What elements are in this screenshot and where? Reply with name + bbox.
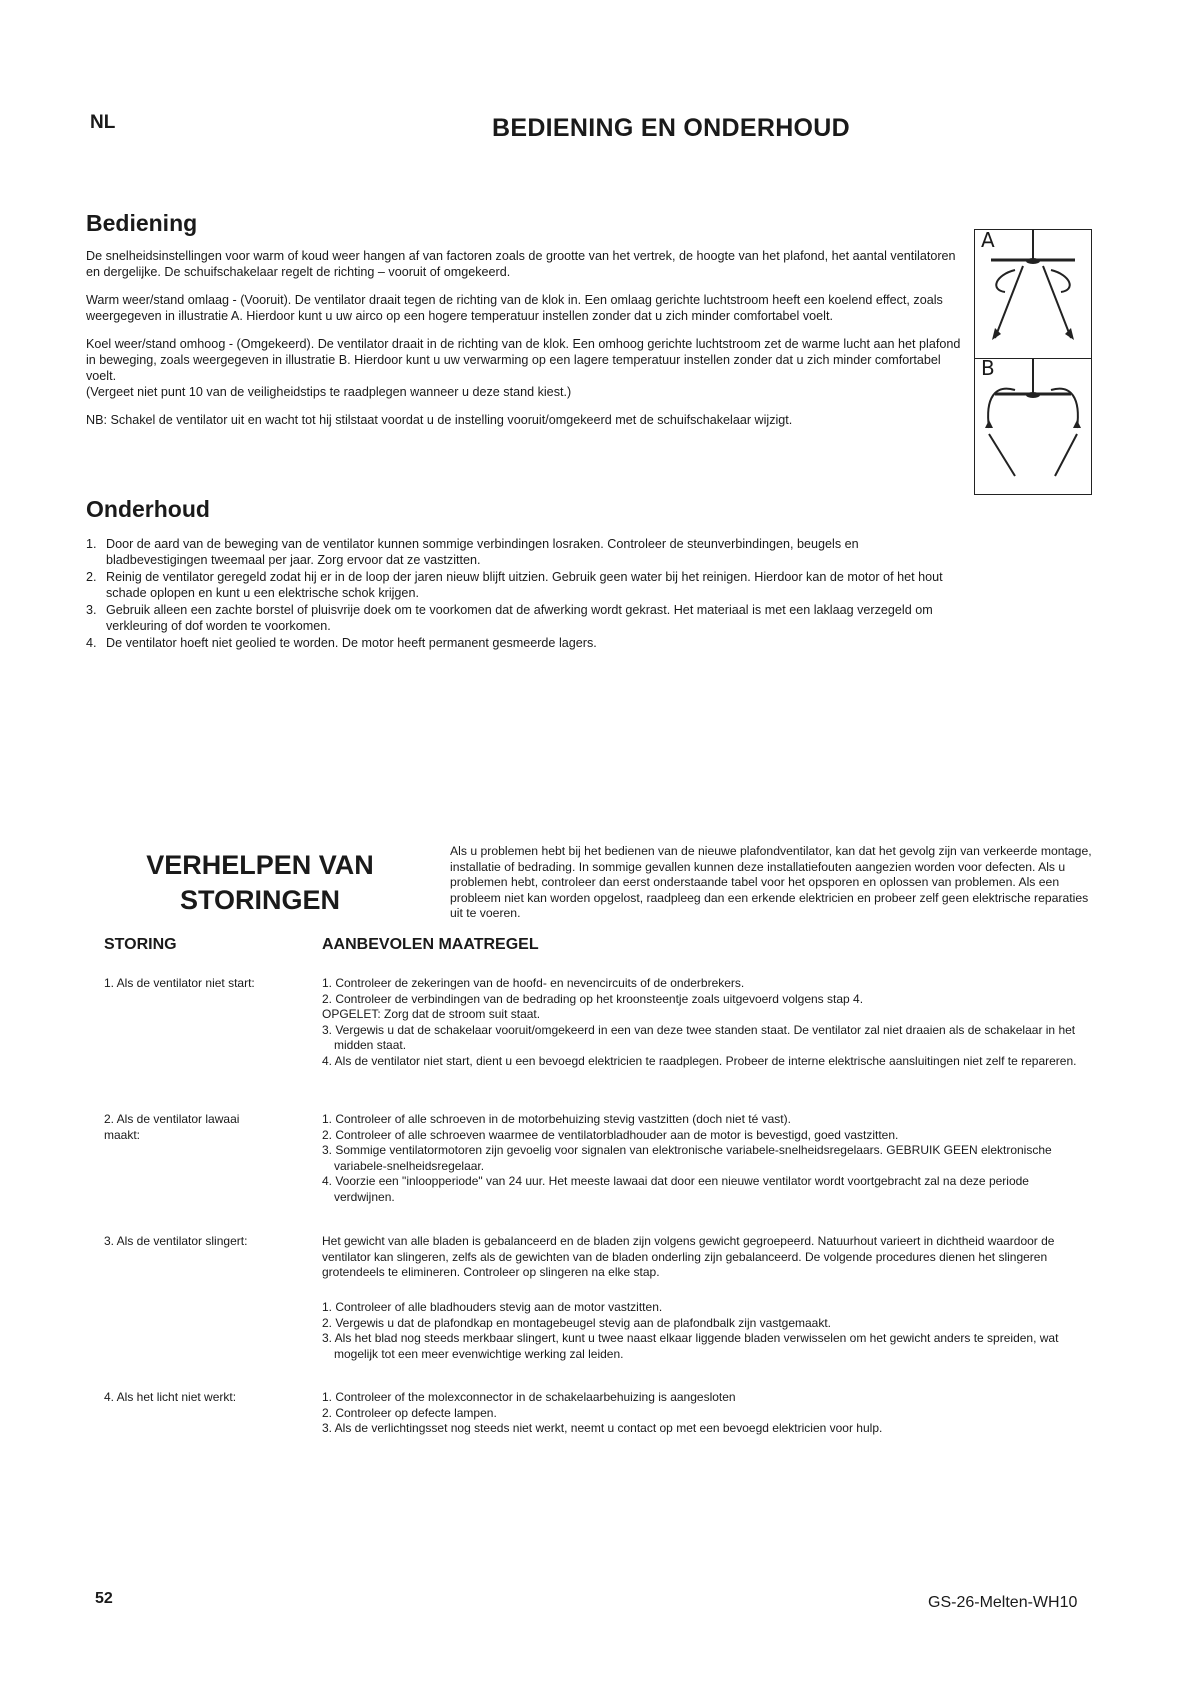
bediening-text <box>86 248 966 440</box>
list-item: 3. Gebruik alleen een zachte borstel of pluisvrije doek om te voorkomen dat de afwerking wordt gekrast. Het materiaal is met een laklaag verzegeld om verkleuring of dof worden te voorkomen. <box>86 603 933 633</box>
troubleshooting-intro: Als u problemen hebt bij het bedienen van de nieuwe plafondventilator, kan dat het gevolg zijn van verkeerde montage, installatie of bedrading. In sommige gevallen kunnen deze installatiefouten aangezien worden voor defecten. Als u problemen hebt, controleer dan eerst onderstaande tabel voor het opsporen en oplossen van problemen. Als een probleem niet kan worden opgelost, raadpleeg dan een erkende elektricien en probeer zelf geen elektrische reparaties uit te voeren. <box>450 844 1092 920</box>
airflow-illustration <box>974 229 1092 495</box>
list-item: 4. Als de ventilator niet start, dient u een bevoegd elektricien te raadplegen. Probeer de interne elektrische aansluitingen niet zelf te repareren. <box>322 1053 1077 1068</box>
page-number: 52 <box>95 1590 113 1607</box>
issue-label-1: 1. Als de ventilator niet start: <box>104 976 255 990</box>
list-item: 1. Controleer of alle schroeven in de motorbehuizing stevig vastzitten (doch niet té vast). <box>322 1112 791 1126</box>
list-item: OPGELET: Zorg dat de stroom suit staat. <box>322 1007 541 1021</box>
bediening-paragraph-3-note: (Vergeet niet punt 10 van de veiligheidstips te raadplegen wanneer u deze stand kiest.) <box>86 385 572 399</box>
list-item: 2. Controleer de verbindingen van de bedrading op het kroonsteentje zoals uitgevoerd volgens stap 4. <box>322 991 864 1006</box>
document-code: GS-26-Melten-WH10 <box>928 1594 1078 1611</box>
issue-label-3: 3. Als de ventilator slingert: <box>104 1234 248 1248</box>
issue-steps-2 <box>322 1112 1082 1205</box>
issue-label-2: 2. Als de ventilator lawaai maakt: <box>104 1112 240 1142</box>
list-item: 1. Controleer de zekeringen van de hoofd- en nevencircuits of de onderbrekers. <box>322 976 745 990</box>
list-item: 2. Vergewis u dat de plafondkap en montagebeugel stevig aan de plafondbalk zijn vastgemaakt. <box>322 1315 832 1330</box>
list-item: 1. Door de aard van de beweging van de ventilator kunnen sommige verbindingen losraken. Controleer de steunverbindingen, beugels en bladbevestigingen tweemaal per jaar. Zorg ervoor dat ze vastzitten. <box>86 537 859 567</box>
troubleshooting-title: VERHELPEN VAN STORINGEN <box>146 850 374 915</box>
issue-3-description: Het gewicht van alle bladen is gebalanceerd en de bladen zijn volgens gewicht gegroepeerd. Natuurhout varieert in dichtheid waardoor de ventilator kan slingeren, zelfs als de gewichten van de bladen onderling zijn gebalanceerd. De volgende procedures dienen het slingeren grotendeels te elimineren. Controleer op slingeren na elke stap. <box>322 1234 1055 1279</box>
bediening-paragraph-1: De snelheidsinstellingen voor warm of koud weer hangen af van factoren zoals de grootte van het vertrek, de hoogte van het plafond, het aantal ventilatoren en dergelijke. De schuifschakelaar regelt de richting – vooruit of omgekeerd. <box>86 249 956 279</box>
illustration-label-b: B <box>981 356 995 380</box>
list-item: 2. Controleer op defecte lampen. <box>322 1405 497 1420</box>
bediening-paragraph-3: Koel weer/stand omhoog - (Omgekeerd). De ventilator draait in de richting van de klok. Een omhoog gerichte luchtstroom zet de warme lucht aan het plafond in beweging, zoals weergegeven in illustratie B. Hierdoor kunt u uw verwarming op een lagere temperatuur instellen zonder dat u zich minder comfortabel voelt. <box>86 337 961 383</box>
list-item: 3. Sommige ventilatormotoren zijn gevoelig voor signalen van elektronische variabele-snelheidsregelaars. GEBRUIK GEEN elektronische variabele-snelheidsregelaar. <box>322 1143 1052 1173</box>
onderhoud-heading: Onderhoud <box>86 496 210 522</box>
onderhoud-list <box>86 536 946 652</box>
list-item: 3. Als de verlichtingsset nog steeds niet werkt, neemt u contact op met een bevoegd elektricien voor hulp. <box>322 1421 883 1435</box>
page-title: BEDIENING EN ONDERHOUD <box>492 114 851 142</box>
list-item: 1. Controleer of alle bladhouders stevig aan de motor vastzitten. <box>322 1300 663 1314</box>
issue-steps-4 <box>322 1390 1082 1437</box>
issue-label-4: 4. Als het licht niet werkt: <box>104 1390 237 1404</box>
list-item: 1. Controleer of the molexconnector in de schakelaarbehuizing is aangesloten <box>322 1390 736 1404</box>
issue-steps-3 <box>322 1300 1082 1362</box>
fan-updraft-icon <box>975 358 1091 494</box>
language-code: NL <box>90 112 116 133</box>
fan-downdraft-icon <box>975 230 1091 358</box>
column-header-storing: STORING <box>104 936 177 953</box>
issue-steps-1 <box>322 976 1082 1069</box>
list-item: 4. De ventilator hoeft niet geolied te worden. De motor heeft permanent gesmeerde lagers. <box>86 636 597 650</box>
list-item: 3. Als het blad nog steeds merkbaar slingert, kunt u twee naast elkaar liggende bladen verwisselen om het gewicht anders te spreiden, wat mogelijk tot een meer evenwichtige werking zal leiden. <box>322 1331 1059 1361</box>
list-item: 2. Controleer of alle schroeven waarmee de ventilatorbladhouder aan de motor is bevestigd, goed vastzitten. <box>322 1127 899 1142</box>
bediening-heading: Bediening <box>86 210 198 236</box>
bediening-paragraph-2: Warm weer/stand omlaag - (Vooruit). De ventilator draait tegen de richting van de klok in. Een omlaag gerichte luchtstroom heeft een koelend effect, zoals weergegeven in illustratie A. Hierdoor kunt u uw airco op een hogere temperatuur instellen zonder dat u zich minder comfortabel voelt. <box>86 293 943 323</box>
list-item: 3. Vergewis u dat de schakelaar vooruit/omgekeerd in een van deze twee standen staat. De ventilator zal niet draaien als de schakelaar in het midden staat. <box>322 1022 1076 1052</box>
list-item: 4. Voorzie een "inloopperiode" van 24 uur. Het meeste lawaai dat door een nieuwe ventilator wordt voortgebracht zal na deze periode verdwijnen. <box>322 1174 1029 1204</box>
illustration-label-a: A <box>981 228 995 252</box>
bediening-note: NB: Schakel de ventilator uit en wacht tot hij stilstaat voordat u de instelling vooruit/omgekeerd met de schuifschakelaar wijzigt. <box>86 413 793 427</box>
list-item: 2. Reinig de ventilator geregeld zodat hij er in de loop der jaren nieuw blijft uitzien. Gebruik geen water bij het reinigen. Hierdoor kan de motor of het hout schade oplopen en kunt u een elektrische schok krijgen. <box>86 570 943 600</box>
column-header-maatregel: AANBEVOLEN MAATREGEL <box>322 936 539 953</box>
